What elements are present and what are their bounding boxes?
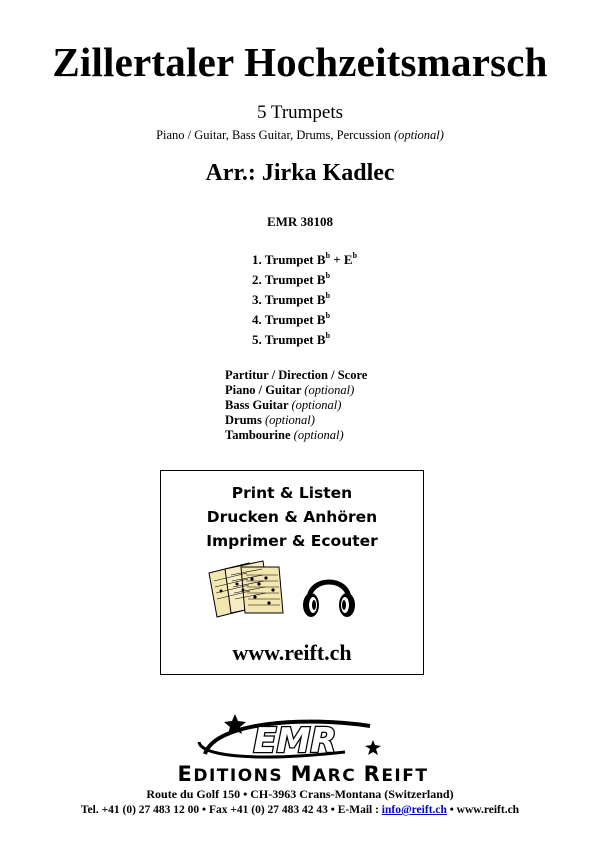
sheet-music-icon — [207, 559, 287, 621]
score-item-name: Piano / Guitar — [225, 383, 305, 397]
flat-sign: b — [325, 331, 331, 340]
instrumentation-optional: (optional) — [393, 128, 444, 142]
flat-sign: b — [352, 251, 358, 260]
headphones-icon — [301, 568, 357, 620]
score-item-name: Bass Guitar — [225, 398, 292, 412]
score-item — [225, 398, 367, 413]
flat-sign: b — [325, 271, 331, 280]
publisher-address: Route du Golf 150 • CH-3963 Crans-Montana (Switzerland) — [146, 787, 454, 801]
flat-sign: b — [325, 291, 331, 300]
flat-sign: b — [325, 251, 331, 260]
promo-website-link[interactable]: www.reift.ch — [232, 640, 352, 665]
email-link[interactable]: info@reift.ch — [381, 804, 447, 816]
contact-suffix: • www.reift.ch — [446, 804, 520, 816]
promo-line-french: Imprimer & Ecouter — [206, 532, 378, 550]
publisher-contact — [0, 803, 600, 818]
emr-logo-text: EMR — [253, 721, 337, 761]
piece-title: Zillertaler Hochzeitsmarsch — [52, 39, 548, 85]
score-item — [225, 413, 367, 428]
score-item-optional: (optional) — [293, 428, 344, 442]
subtitle: 5 Trumpets — [256, 102, 344, 123]
part-label: 4. Trumpet B — [252, 312, 326, 327]
score-item-name: Drums — [225, 413, 265, 427]
part-item — [252, 270, 357, 290]
publisher-name-part: R — [363, 762, 382, 786]
part-label: 1. Trumpet B — [252, 252, 326, 267]
publisher-name-part: DITIONS — [193, 766, 291, 786]
part-label: 5. Trumpet B — [252, 332, 326, 347]
publisher-name-part: EIFT — [381, 766, 429, 786]
instrumentation-main: Piano / Guitar, Bass Guitar, Drums, Percussion — [156, 128, 394, 142]
score-item-name: Tambourine — [225, 428, 294, 442]
part-label: 2. Trumpet B — [252, 272, 326, 287]
score-item-optional: (optional) — [264, 413, 315, 427]
score-item-optional: (optional) — [304, 383, 355, 397]
catalog-number: EMR 38108 — [266, 214, 334, 229]
publisher-name-part: M — [290, 762, 313, 786]
part-item — [252, 250, 357, 270]
arranger: Arr.: Jirka Kadlec — [205, 160, 395, 186]
score-item-optional: (optional) — [291, 398, 342, 412]
part-label: 3. Trumpet B — [252, 292, 326, 307]
part-item — [252, 290, 357, 310]
score-list — [225, 368, 367, 443]
print-listen-box — [160, 470, 424, 675]
part-item — [252, 330, 357, 350]
part-joiner: + E — [330, 252, 353, 267]
emr-logo — [195, 712, 395, 764]
promo-line-german: Drucken & Anhören — [206, 508, 378, 526]
publisher-name-part: ARC — [312, 766, 364, 786]
score-item — [225, 383, 367, 398]
contact-prefix: Tel. +41 (0) 27 483 12 00 • Fax +41 (0) 27 483 42 43 • E-Mail : — [80, 804, 382, 816]
score-item — [225, 428, 367, 443]
instrumentation-line — [0, 127, 600, 143]
promo-line-english: Print & Listen — [231, 484, 353, 502]
publisher-name-part: E — [177, 762, 194, 786]
parts-list — [252, 250, 357, 350]
score-item-name: Partitur / Direction / Score — [225, 368, 368, 382]
publisher-name — [158, 764, 448, 786]
score-item — [225, 368, 367, 383]
part-item — [252, 310, 357, 330]
flat-sign: b — [325, 311, 331, 320]
